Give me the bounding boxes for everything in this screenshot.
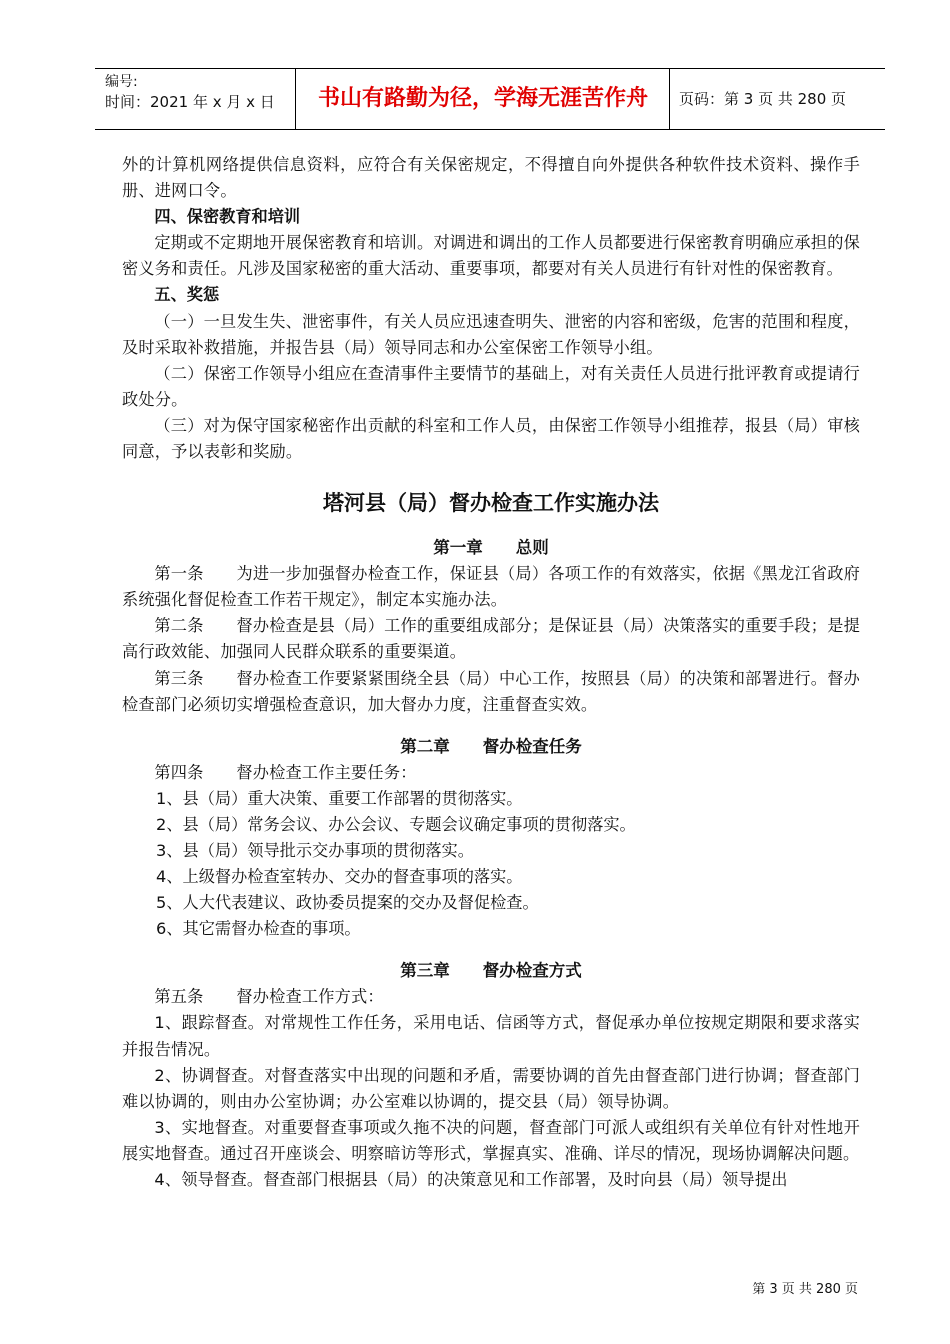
list-item: 1、县（局）重大决策、重要工作部署的贯彻落实。 [156,788,523,808]
time-label: 时间：2021 年 x 月 x 日 [105,93,275,111]
paragraph: （二）保密工作领导小组应在查清事件主要情节的基础上，对有关责任人员进行批评教育或提请行政处分。 [122,363,860,409]
document-body [122,152,860,1193]
document-title: 塔河县（局）督办检查工作实施办法 [323,491,659,516]
article: 第三条 督办检查工作要紧紧围绕全县（局）中心工作，按照县（局）的决策和部署进行。督办检查部门必须切实增强检查意识，加大督办力度，注重督查实效。 [122,668,860,714]
list-item: 5、人大代表建议、政协委员提案的交办及督促检查。 [156,893,539,913]
header-page-label: 页码：第 3 页 共 280 页 [679,90,847,108]
paragraph: （三）对为保守国家秘密作出贡献的科室和工作人员，由保密工作领导小组推荐，报县（局）审核同意，予以表彰和奖励。 [122,415,860,462]
list-item: 4、上级督办检查室转办、交办的督查事项的落实。 [156,867,523,887]
chapter-heading: 第二章 督办检查任务 [400,736,582,756]
list-item: 3、县（局）领导批示交办事项的贯彻落实。 [156,840,474,860]
list-item: 6、其它需督办检查的事项。 [156,919,361,939]
section-heading: 四、保密教育和培训 [154,207,301,227]
chapter-heading: 第一章 总则 [433,538,549,558]
page-header [95,68,885,130]
header-divider [295,69,296,129]
article: 第一条 为进一步加强督办检查工作，保证县（局）各项工作的有效落实，依据《黑龙江省政府系统强化督促检查工作若干规定》，制定本实施办法。 [122,564,860,610]
article: 第五条 督办检查工作方式： [154,987,384,1007]
method-paragraph: 3、实地督查。对重要督查事项或久拖不决的问题，督查部门可派人或组织有关单位有针对性地开展实地督查。通过召开座谈会、明察暗访等形式，掌握真实、准确、详尽的情况，现场协调解决问题。 [122,1117,860,1163]
method-paragraph: 2、协调督查。对督查落实中出现的问题和矛盾，需要协调的首先由督查部门进行协调；督查部门难以协调的，则由办公室协调；办公室难以协调的，提交县（局）领导协调。 [122,1065,860,1111]
paragraph: 外的计算机网络提供信息资料，应符合有关保密规定，不得擅自向外提供各种软件技术资料、操作手册、进网口令。 [122,155,860,201]
method-paragraph: 1、跟踪督查。对常规性工作任务，采用电话、信函等方式，督促承办单位按规定期限和要求落实并报告情况。 [122,1013,860,1059]
article: 第四条 督办检查工作主要任务： [154,762,417,782]
header-motto: 书山有路勤为径，学海无涯苦作舟 [317,86,648,111]
header-divider [669,69,670,129]
chapter-heading: 第三章 督办检查方式 [400,961,582,981]
section-heading: 五、奖惩 [154,285,220,305]
header-meta [105,69,295,129]
paragraph: （一）一旦发生失、泄密事件，有关人员应迅速查明失、泄密的内容和密级，危害的范围和程度，及时采取补救措施，并报告县（局）领导同志和办公室保密工作领导小组。 [122,311,860,357]
number-label: 编号: [105,74,138,90]
page-footer: 第 3 页 共 280 页 [752,1282,858,1297]
paragraph: 定期或不定期地开展保密教育和培训。对调进和调出的工作人员都要进行保密教育明确应承担的保密义务和责任。凡涉及国家秘密的重大活动、重要事项，都要对有关人员进行有针对性的保密教育。 [122,233,860,279]
article: 第二条 督办检查是县（局）工作的重要组成部分；是保证县（局）决策落实的重要手段；是提高行政效能、加强同人民群众联系的重要渠道。 [122,616,860,662]
list-item: 2、县（局）常务会议、办公会议、专题会议确定事项的贯彻落实。 [156,814,636,834]
method-paragraph: 4、领导督查。督查部门根据县（局）的决策意见和工作部署，及时向县（局）领导提出 [154,1170,788,1189]
